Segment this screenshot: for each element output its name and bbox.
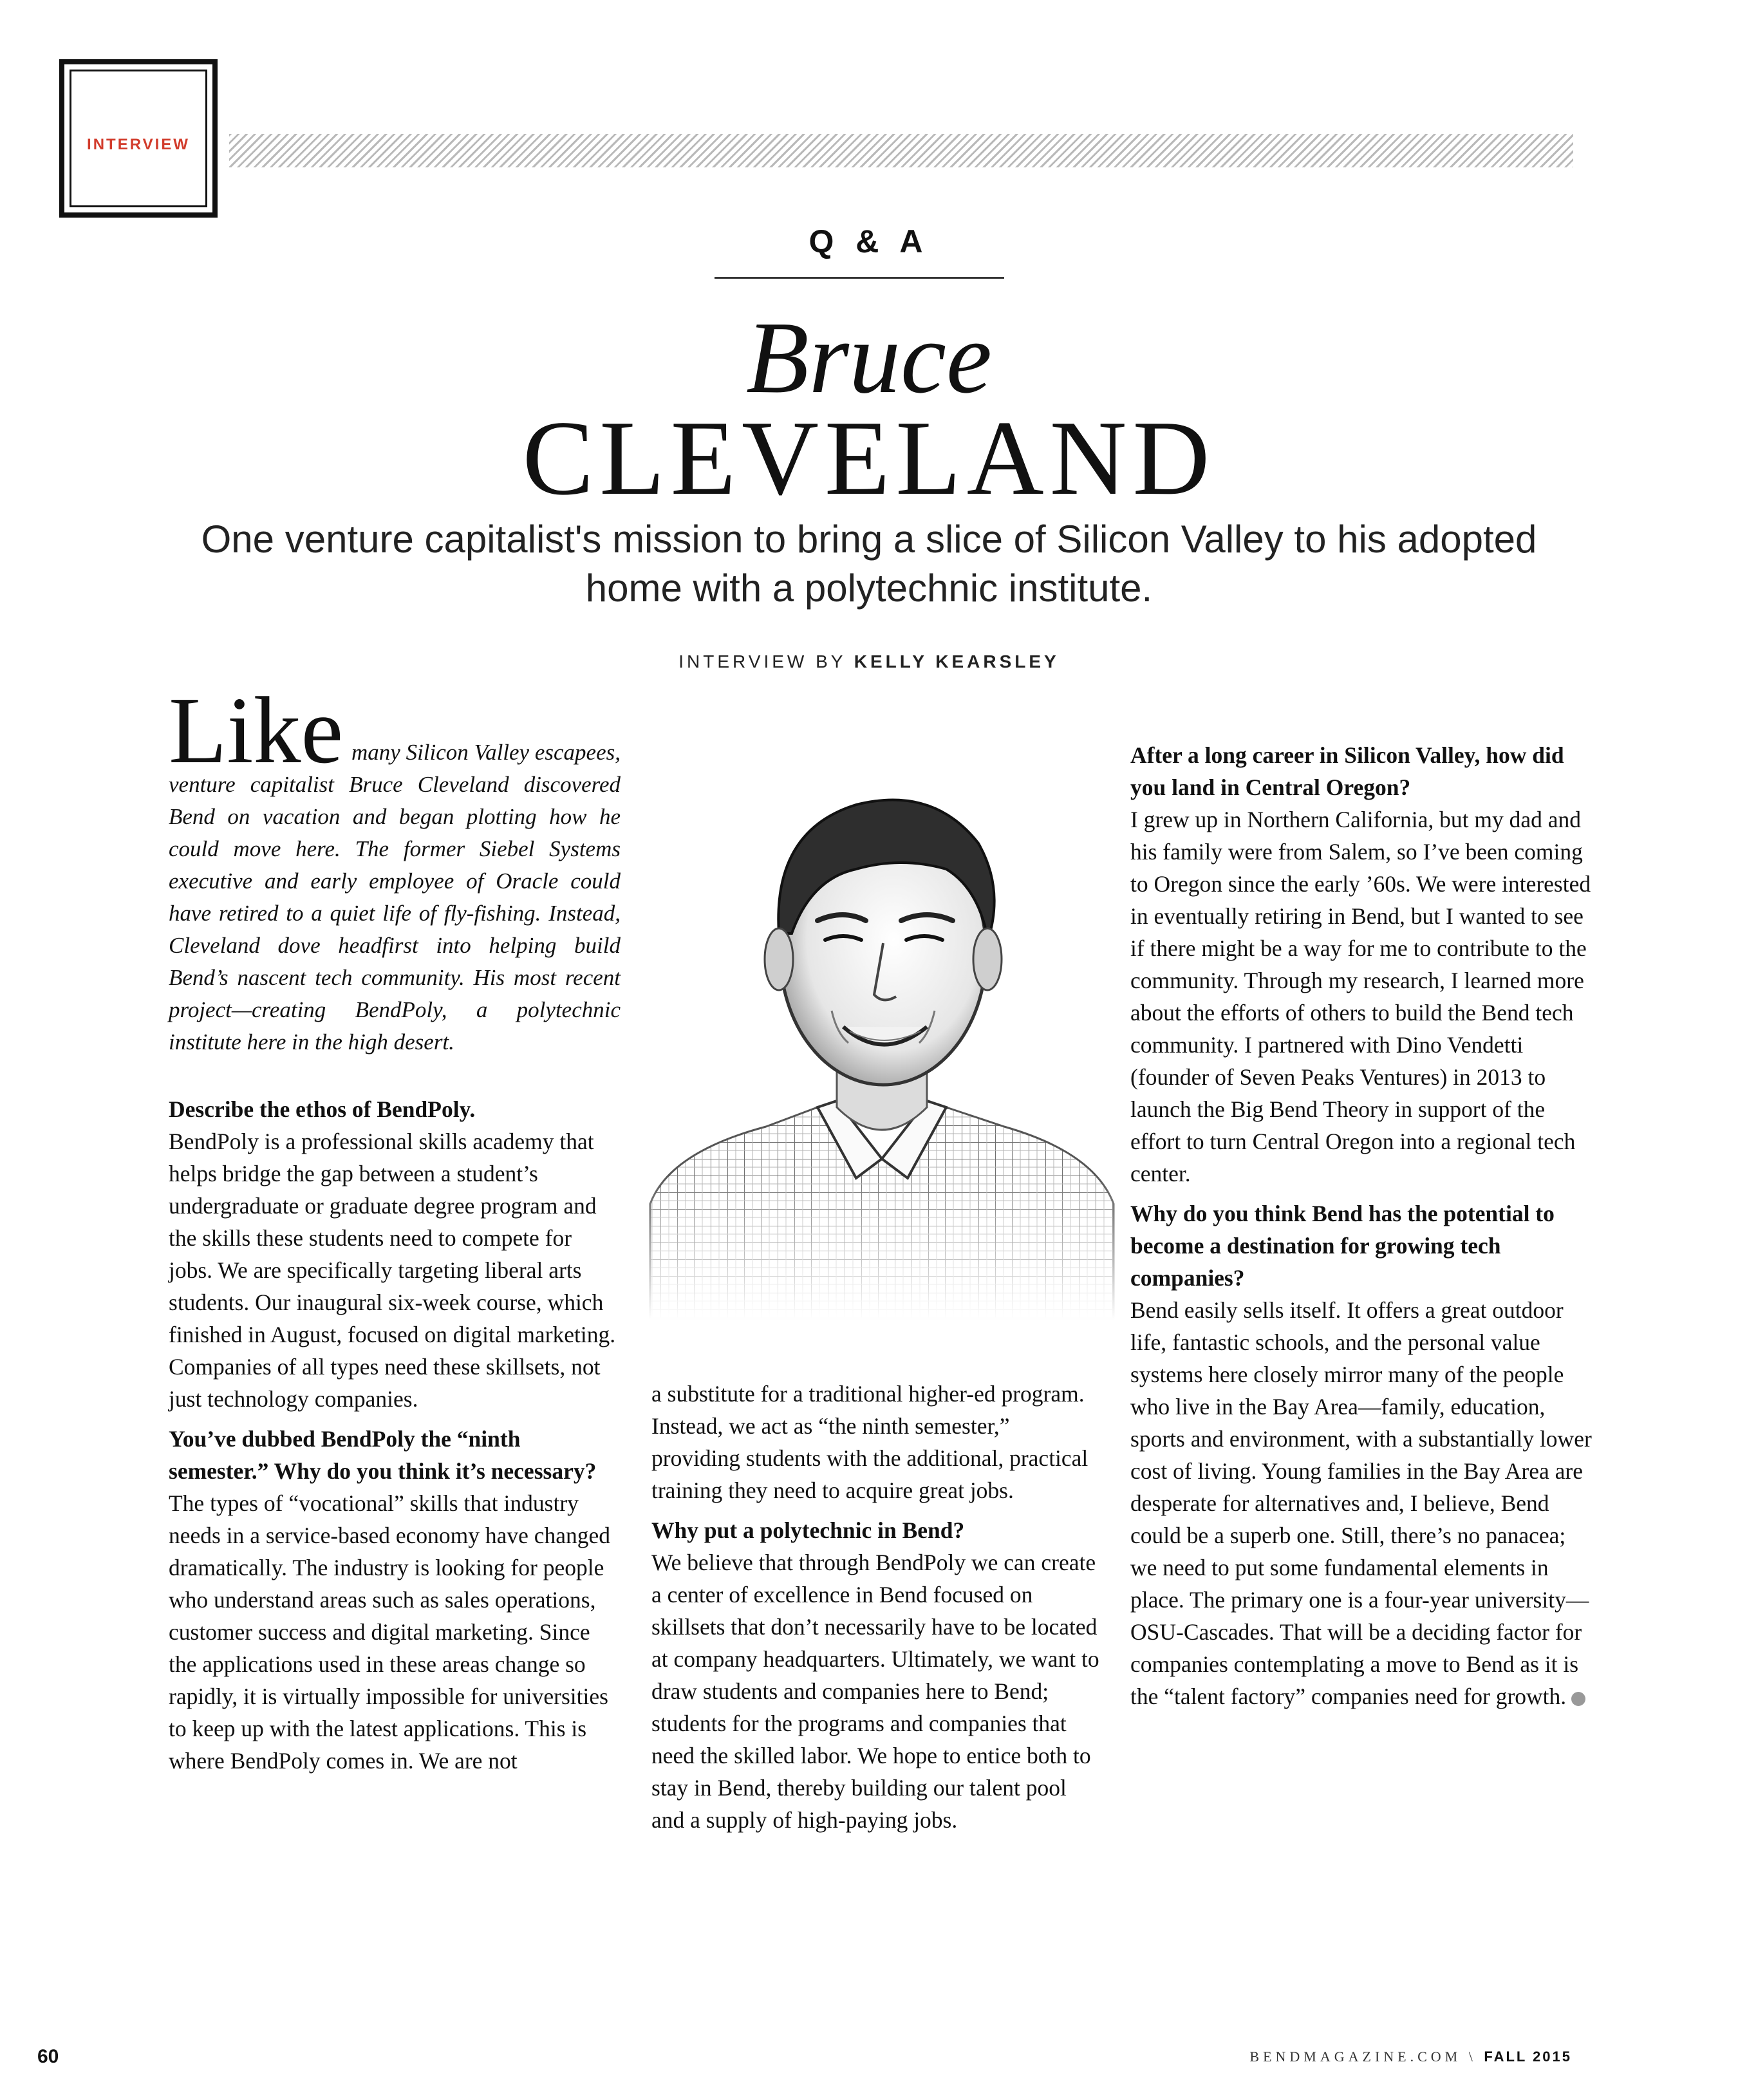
intro-text: many Silicon Valley escapees, venture capitalist Bruce Cleveland discovered Bend on vacation and began plotting how he could move here. The former Siebel Systems executive and early employee of Oracle could have retired to a quiet life of fly-fishing. Instead, Cleveland dove headfirst into helping build Bend’s nascent tech community. His most recent project—creating BendPoly, a polytechnic institute here in the high desert. (169, 740, 621, 1055)
hatched-rule (229, 134, 1573, 167)
question-3: Why put a polytechnic in Bend? (651, 1517, 965, 1543)
column-2 (651, 1378, 1103, 1836)
column-1 (169, 1093, 621, 1777)
title-first-name: Bruce (745, 300, 993, 415)
title-last-name: CLEVELAND (522, 398, 1216, 517)
footer-site: BENDMAGAZINE.COM (1249, 2048, 1462, 2065)
byline (0, 652, 1738, 672)
footer-separator: \ (1468, 2048, 1477, 2065)
answer-3: We believe that through BendPoly we can create a center of excellence in Bend focused on skillsets that don’t necessarily have to be located at company headquarters. Ultimately, we want to draw students and companies here to Bend; students for the programs and companies that need the skilled labor. We hope to entice both to stay in Bend, thereby building our talent pool and a supply of high-paying jobs. (651, 1550, 1099, 1833)
answer-1: BendPoly is a professional skills academy that helps bridge the gap between a student’s undergraduate or graduate degree program and the skills these students need to compete for jobs. We are specifically targeting liberal arts students. Our inaugural six-week course, which finished in August, focused on digital marketing. Companies of all types need these skillsets, not just technology companies. (169, 1129, 616, 1412)
answer-4: I grew up in Northern California, but my dad and his family were from Salem, so I’ve been coming to Oregon since the early ’60s. We were interested in eventually retiring in Bend, but I wanted to see if there might be a way for me to contribute to the community. Through my research, I learned more about the efforts of others to build the Bend tech community. I partnered with Dino Vendetti (founder of Seven Peaks Ventures) in 2013 to launch the Big Bend Theory in support of the effort to turn Central Oregon into a regional tech center. (1130, 807, 1591, 1186)
deck: One venture capitalist's mission to bring a slice of Silicon Valley to his adopted home with a polytechnic institute. (201, 518, 1537, 610)
section-tag-box (59, 59, 218, 218)
question-5: Why do you think Bend has the potential to become a destination for growing tech companies? (1130, 1201, 1555, 1291)
answer-2-continued: a substitute for a traditional higher-ed program. Instead, we act as “the ninth semester,” providing students with the additional, practical training they need to acquire great jobs. (651, 1381, 1089, 1503)
portrait-illustration (644, 740, 1120, 1320)
page-number: 60 (37, 2046, 59, 2067)
dropcap-word: Like (169, 678, 344, 783)
question-2: You’ve dubbed BendPoly the “ninth semester.” Why do you think it’s necessary? (169, 1426, 597, 1484)
kicker-rule (715, 277, 1004, 279)
byline-author: KELLY KEARSLEY (854, 652, 1060, 671)
answer-2: The types of “vocational” skills that industry needs in a service-based economy have changed dramatically. The industry is looking for people who understand areas such as sales operations, customer success and digital marketing. Since the applications used in these areas change so rapidly, it is virtually impossible for universities to keep up with the latest applications. This is where BendPoly comes in. We are not (169, 1490, 611, 1774)
answer-5-text: Bend easily sells itself. It offers a great outdoor life, fantastic schools, and the personal value systems here closely mirror many of the people who live in the Bay Area—family, education, sports and environment, with a substantially lower cost of living. Young families in the Bay Area are desperate for alternatives and, I believe, Bend could be a superb one. Still, there’s no panacea; we need to put some fundamental elements in place. The primary one is a four-year university—OSU-Cascades. That will be a deciding factor for companies contemplating a move to Bend as it is the “talent factory” companies need for growth. (1130, 1297, 1592, 1709)
question-4: After a long career in Silicon Valley, how did you land in Central Oregon? (1130, 742, 1564, 800)
answer-5 (1130, 1294, 1594, 1712)
kicker: Q & A (808, 223, 930, 259)
column-3 (1130, 739, 1594, 1712)
question-1: Describe the ethos of BendPoly. (169, 1096, 476, 1122)
footer-issue: FALL 2015 (1484, 2048, 1572, 2065)
section-tag: INTERVIEW (87, 136, 190, 153)
intro-paragraph (169, 678, 621, 1058)
end-mark-icon (1571, 1692, 1585, 1706)
byline-prefix: INTERVIEW BY (678, 652, 854, 671)
footer-credit (1249, 2048, 1572, 2065)
